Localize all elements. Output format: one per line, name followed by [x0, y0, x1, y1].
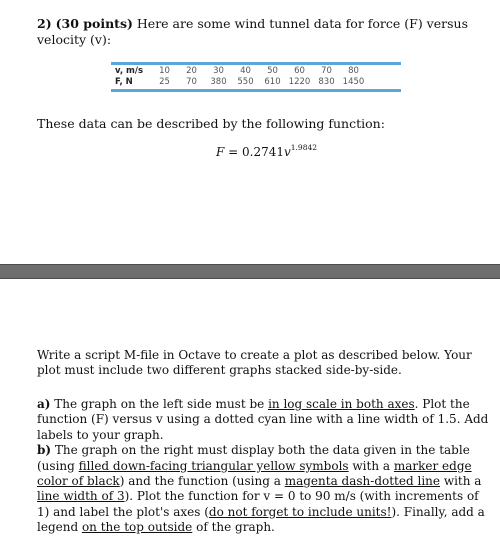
- table-cell: 70: [321, 66, 332, 76]
- part-b-underlined: line width of 3: [37, 489, 125, 504]
- table-cell: 610: [264, 77, 281, 87]
- parts-block: [37, 397, 492, 536]
- part-b-underlined: marker edge color of black: [37, 458, 472, 489]
- part-b: [37, 443, 492, 535]
- table-cell: 60: [294, 66, 305, 76]
- table-cell: 10: [159, 66, 170, 76]
- table-cell: 25: [159, 77, 170, 87]
- table-row-label: v, m/s: [115, 66, 144, 76]
- table-bottom-rule: [111, 89, 401, 92]
- table-cell: 50: [267, 66, 278, 76]
- part-a-label: a): [37, 397, 51, 411]
- part-b-underlined: filled down-facing triangular yellow symbols: [78, 458, 349, 473]
- question-number: 2): [37, 16, 52, 31]
- part-b-text: with a: [440, 474, 482, 489]
- part-a-text: . Plot the function (F) versus v using a dotted cyan line with a line width of 1.5. Add labels to your graph.: [37, 397, 489, 442]
- part-a: [37, 397, 492, 443]
- question-points: (30 points): [55, 16, 133, 31]
- table-cell: 1450: [342, 77, 365, 87]
- question-heading: [37, 16, 487, 48]
- part-b-text: ) and the function (using a: [119, 474, 285, 489]
- describe-text: These data can be described by the following function:: [37, 116, 385, 131]
- formula-variable: v: [284, 145, 291, 159]
- page-separator: [0, 264, 500, 279]
- formula-lhs: F: [216, 145, 225, 159]
- table-cell: 20: [186, 66, 197, 76]
- table-row-label: F, N: [115, 77, 133, 87]
- part-b-underlined: do not forget to include units!: [208, 504, 392, 519]
- table-cell: 380: [210, 77, 227, 87]
- instructions-text: Write a script M-file in Octave to create a plot as described below. Your plot must include two different graphs stacked side-by-side.: [37, 348, 472, 378]
- table-top-rule: [111, 62, 401, 65]
- table-cell: 1220: [288, 77, 311, 87]
- table-row-force: [111, 77, 367, 88]
- table-cell: 830: [318, 77, 335, 87]
- question-intro: Here are some wind tunnel data for force (F) versus velocity (v):: [37, 16, 468, 47]
- part-b-underlined: magenta dash-dotted line: [284, 474, 440, 489]
- part-b-label: b): [37, 443, 52, 458]
- part-b-text: of the graph.: [192, 520, 275, 535]
- data-table: [111, 62, 401, 92]
- part-b-text: The graph on the right must display both the data given in the table (using: [37, 443, 470, 473]
- table-cell: 70: [186, 77, 197, 87]
- table-row-velocity: [111, 66, 367, 77]
- table-cell: 80: [348, 66, 359, 76]
- part-b-underlined: on the top outside: [81, 520, 193, 535]
- part-a-text: The graph on the left side must be: [50, 397, 269, 411]
- part-a-underlined: in log scale in both axes: [268, 397, 415, 411]
- part-b-text: ). Plot the function for v = 0 to 90 m/s (with increments of 1) and label the plot's axes (: [37, 489, 479, 519]
- table-cell: 40: [240, 66, 251, 76]
- table-cell: 30: [213, 66, 224, 76]
- formula-exponent: 1.9842: [290, 143, 318, 152]
- part-b-text: ). Finally, add a legend: [37, 504, 485, 535]
- part-b-text: with a: [348, 458, 394, 473]
- table-cell: 550: [237, 77, 254, 87]
- formula: [216, 144, 317, 159]
- formula-coefficient: = 0.2741: [224, 145, 284, 159]
